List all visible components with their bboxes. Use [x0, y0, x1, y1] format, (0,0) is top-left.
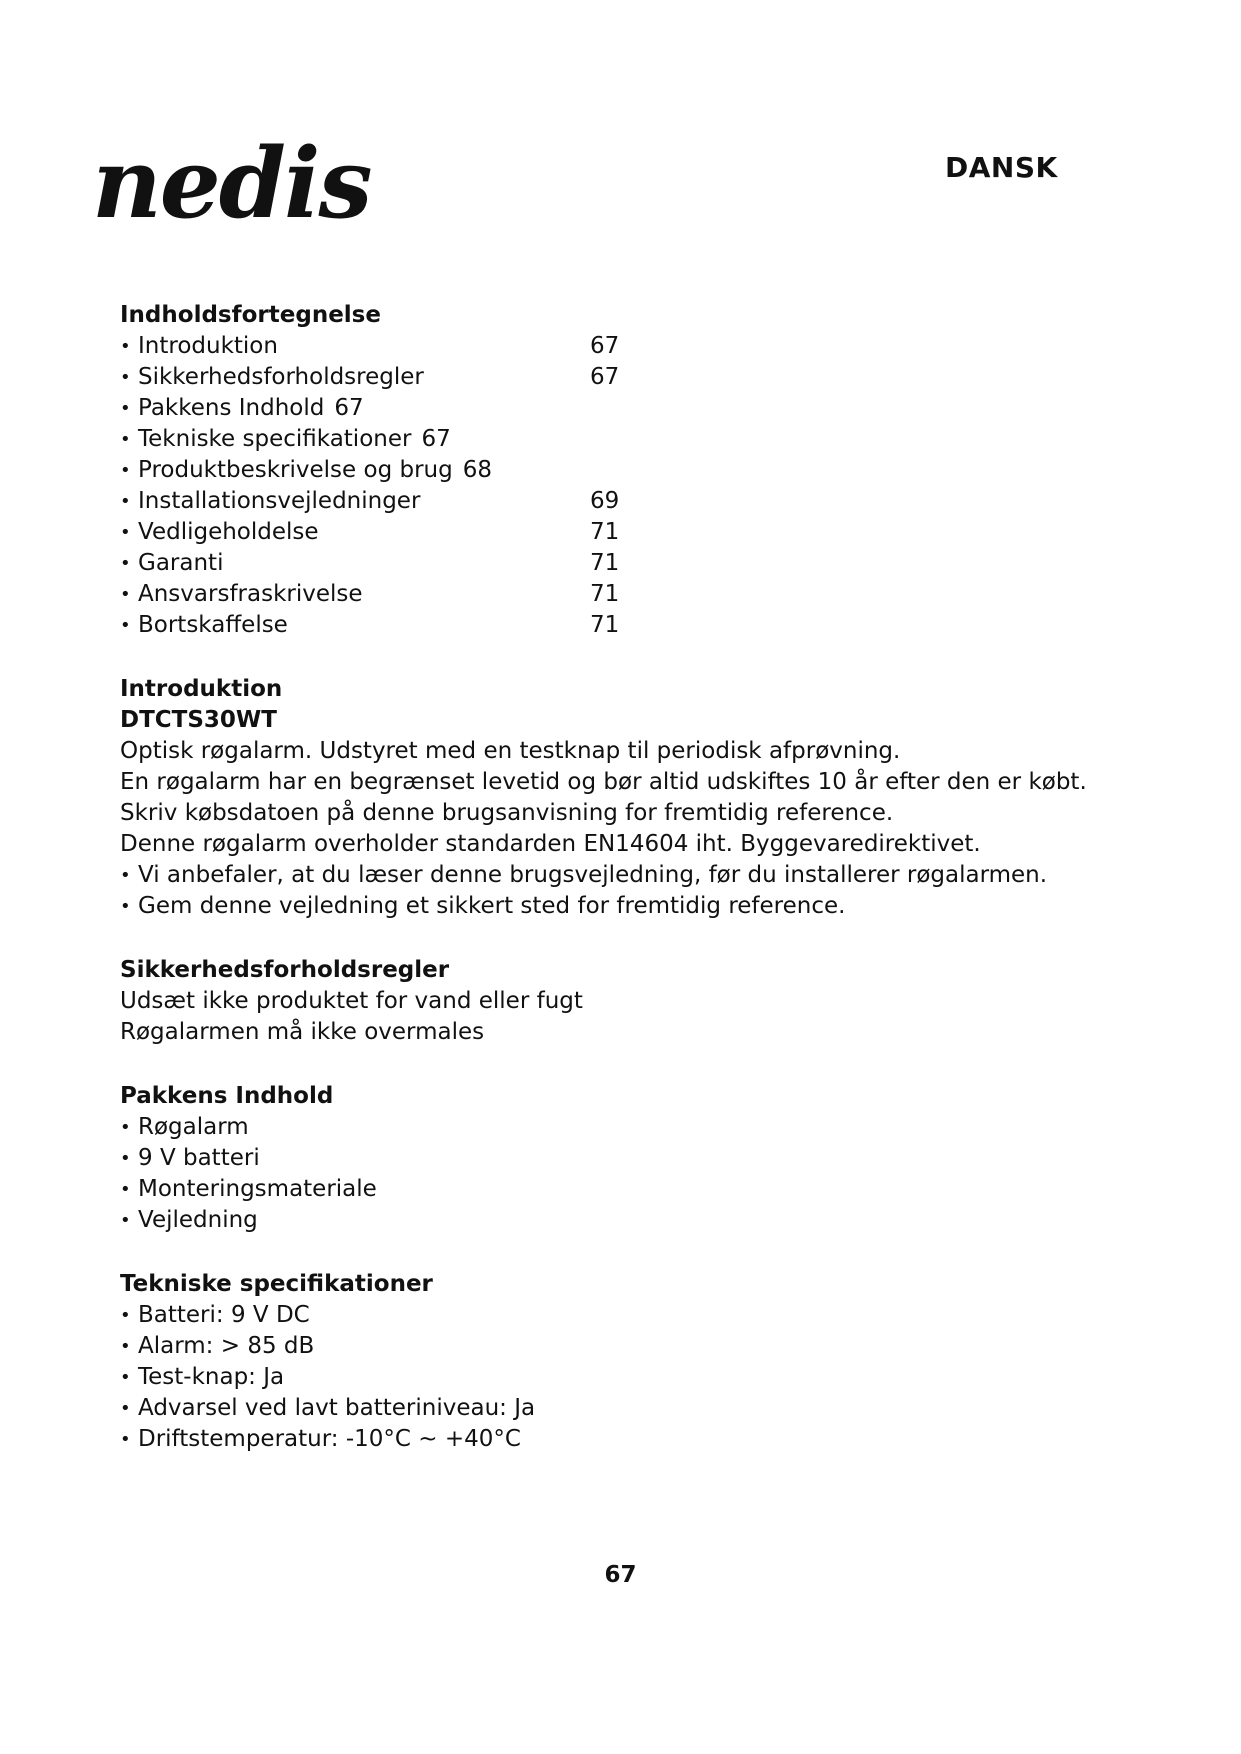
toc-item-title: Introduktion	[138, 333, 278, 359]
toc-item-page: 67	[421, 426, 451, 452]
toc-item-page: 68	[462, 457, 492, 483]
toc-item-title: Produktbeskrivelse og brug	[138, 457, 453, 483]
list-item: • Vejledning	[120, 1205, 1100, 1236]
nedis-logo	[92, 135, 472, 245]
model-number: DTCTS30WT	[120, 707, 277, 733]
intro-line: Denne røgalarm overholder standarden EN14604 iht. Byggevaredirektivet.	[120, 831, 981, 857]
toc-item	[120, 424, 1100, 455]
specs-section	[120, 1269, 1100, 1455]
toc-item-title: Sikkerhedsforholdsregler	[138, 364, 424, 390]
specs-list	[120, 1300, 1100, 1455]
list-item: • Gem denne vejledning et sikkert sted for fremtidig reference.	[120, 891, 1100, 922]
intro-bullets	[120, 860, 1100, 922]
toc-item	[120, 455, 1100, 486]
svg-text:nedis: nedis	[92, 135, 371, 240]
toc-item	[120, 362, 1100, 393]
toc-item-page: 67	[590, 364, 620, 390]
specs-heading: Tekniske specifikationer	[120, 1271, 433, 1297]
safety-line: Røgalarmen må ikke overmales	[120, 1019, 485, 1045]
toc-item	[120, 393, 1100, 424]
toc-item-title: Ansvarsfraskrivelse	[138, 581, 363, 607]
toc-item-page: 67	[590, 333, 620, 359]
toc-item-title: Garanti	[138, 550, 224, 576]
intro-line: Skriv købsdatoen på denne brugsanvisning for fremtidig reference.	[120, 800, 894, 826]
toc-list	[120, 331, 1100, 641]
toc-item	[120, 610, 1100, 641]
toc-item	[120, 486, 1100, 517]
list-item: • Driftstemperatur: -10°C ~ +40°C	[120, 1424, 1100, 1455]
toc-heading: Indholdsfortegnelse	[120, 302, 381, 328]
list-item: • 9 V batteri	[120, 1143, 1100, 1174]
list-item: • Monteringsmateriale	[120, 1174, 1100, 1205]
safety-line: Udsæt ikke produktet for vand eller fugt	[120, 988, 583, 1014]
toc-item-page: 71	[590, 612, 620, 638]
intro-heading: Introduktion	[120, 676, 283, 702]
list-item: • Røgalarm	[120, 1112, 1100, 1143]
list-item: • Vi anbefaler, at du læser denne brugsvejledning, før du installerer røgalarmen.	[120, 860, 1100, 891]
toc-item-title: Installationsvejledninger	[138, 488, 421, 514]
safety-heading: Sikkerhedsforholdsregler	[120, 957, 450, 983]
intro-section	[120, 674, 1100, 922]
package-section	[120, 1081, 1100, 1236]
toc-item-page: 71	[590, 581, 620, 607]
toc-item-title: Pakkens Indhold	[138, 395, 325, 421]
language-label: DANSK	[945, 151, 1058, 184]
toc-item-page: 71	[590, 519, 620, 545]
document-body	[120, 300, 1100, 1455]
safety-section	[120, 955, 1100, 1048]
toc-item-title: Vedligeholdelse	[138, 519, 319, 545]
toc-item-title: Tekniske specifikationer	[138, 426, 412, 452]
toc-item	[120, 548, 1100, 579]
toc-item-page: 71	[590, 550, 620, 576]
intro-line: Optisk røgalarm. Udstyret med en testknap til periodisk afprøvning.	[120, 738, 901, 764]
toc-item-title: Bortskaffelse	[138, 612, 288, 638]
intro-line: En røgalarm har en begrænset levetid og bør altid udskiftes 10 år efter den er købt.	[120, 769, 1087, 795]
page-number: 67	[604, 1562, 637, 1588]
package-list	[120, 1112, 1100, 1236]
toc-item	[120, 517, 1100, 548]
toc-item-page: 67	[334, 395, 364, 421]
list-item: • Alarm: > 85 dB	[120, 1331, 1100, 1362]
toc-item	[120, 331, 1100, 362]
toc-item-page: 69	[590, 488, 620, 514]
toc-item	[120, 579, 1100, 610]
list-item: • Batteri: 9 V DC	[120, 1300, 1100, 1331]
list-item: • Test-knap: Ja	[120, 1362, 1100, 1393]
package-heading: Pakkens Indhold	[120, 1083, 334, 1109]
list-item: • Advarsel ved lavt batteriniveau: Ja	[120, 1393, 1100, 1424]
